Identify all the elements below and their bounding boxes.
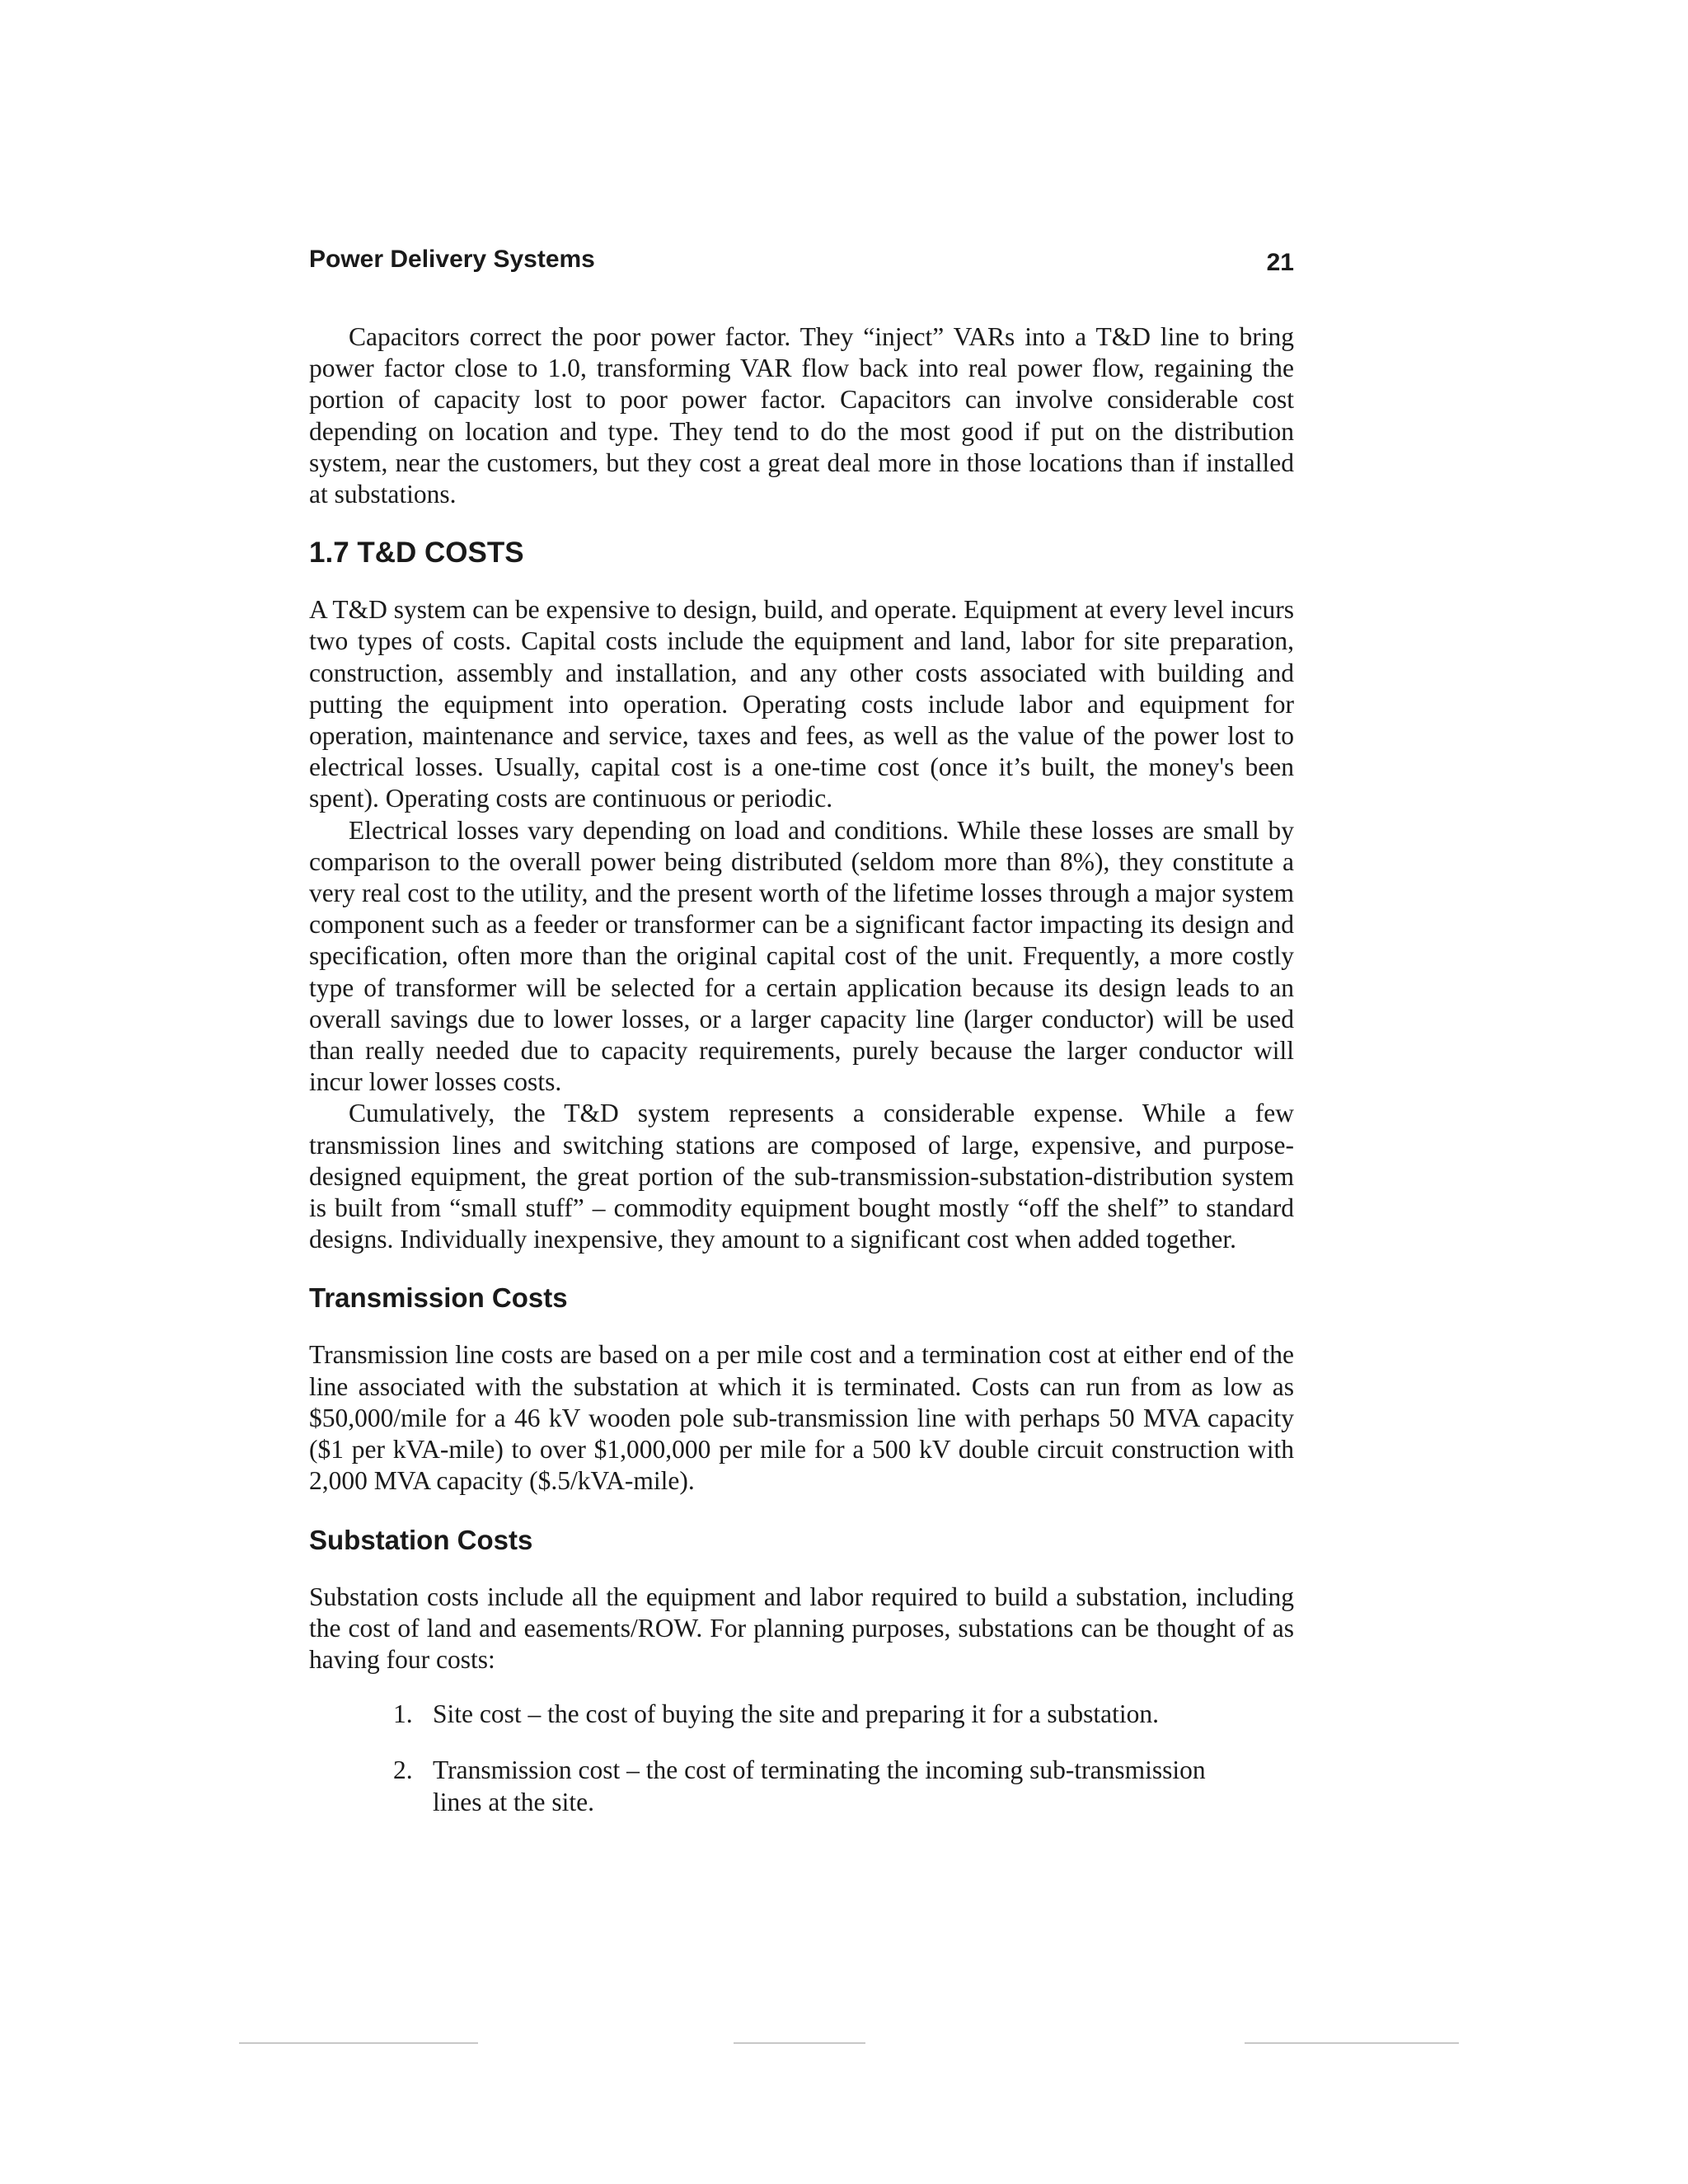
capacitor-paragraph: Capacitors correct the poor power factor. They “inject” VARs into a T&D line to bring power factor close to 1.0, transforming VAR flow back into real power flow, regaining the portion of capacity lost to poor power factor. Capacitors can involve considerable cost depending on location and type. They tend to do the most good if put on the distribution system, near the customers, but they cost a great deal more in those locations than if installed at substations.	[309, 322, 1294, 509]
list-item	[309, 1755, 1257, 1817]
list-item-text: Site cost – the cost of buying the site and preparing it for a substation.	[433, 1699, 1159, 1729]
substation-costs-heading: Substation Costs	[309, 1524, 533, 1555]
page-number: 21	[1266, 249, 1294, 276]
scan-artifact	[734, 2042, 865, 2044]
running-title: Power Delivery Systems	[309, 246, 595, 273]
list-item-number: 1.	[393, 1699, 413, 1729]
costs-paragraph-2: Electrical losses vary depending on load and conditions. While these losses are small by comparison to the overall power being distributed (seldom more than 8%), they constitute a very real cost to the utility, and the present worth of the lifetime losses through a major system component such as a feeder or transformer can be a significant factor impacting its design and specification, often more than the original capital cost of the unit. Frequently, a more costly type of transformer will be selected for a certain application because its design leads to an overall savings due to lower losses, or a larger capacity line (larger conductor) will be used than really needed due to capacity requirements, purely because the larger conductor will incur lower losses costs.	[309, 815, 1294, 1097]
substation-costs-list	[309, 1699, 1294, 1818]
substation-costs-paragraph: Substation costs include all the equipment and labor required to build a substation, including the cost of land and easements/ROW. For planning purposes, substations can be thought of as having four costs:	[309, 1582, 1294, 1674]
running-header	[309, 239, 1294, 280]
transmission-costs-paragraph: Transmission line costs are based on a per mile cost and a termination cost at either end of the line associated with the substation at which it is terminated. Costs can run from as low as $50,000/mile for a 46 kV wooden pole sub-transmission line with perhaps 50 MVA capacity ($1 per kVA-mile) to over $1,000,000 per mile for a 500 kV double circuit construction with 2,000 MVA capacity ($.5/kVA-mile).	[309, 1340, 1294, 1496]
scan-artifact	[1245, 2042, 1459, 2044]
list-item	[309, 1699, 1257, 1730]
costs-paragraph-1: A T&D system can be expensive to design, build, and operate. Equipment at every level incurs two types of costs. Capital costs include the equipment and land, labor for site preparation, construction, assembly and installation, and any other costs associated with building and putting the equipment into operation. Operating costs include labor and equipment for operation, maintenance and service, taxes and fees, as well as the value of the power lost to electrical losses. Usually, capital cost is a one-time cost (once it’s built, the money's been spent). Operating costs are continuous or periodic.	[309, 595, 1294, 813]
transmission-costs-heading: Transmission Costs	[309, 1282, 568, 1314]
section-heading: 1.7 T&D COSTS	[309, 537, 524, 569]
costs-paragraph-3: Cumulatively, the T&D system represents a considerable expense. While a few transmission lines and switching stations are composed of large, expensive, and purpose-designed equipment, the great portion of the sub-transmission-substation-distribution system is built from “small stuff” – commodity equipment bought mostly “off the shelf” to standard designs. Individually inexpensive, they amount to a significant cost when added together.	[309, 1099, 1294, 1254]
list-item-number: 2.	[393, 1755, 413, 1785]
scan-artifact	[239, 2042, 478, 2044]
list-item-text: Transmission cost – the cost of terminating the incoming sub-transmission lines at the site.	[433, 1755, 1206, 1816]
document-page	[309, 239, 1294, 1843]
